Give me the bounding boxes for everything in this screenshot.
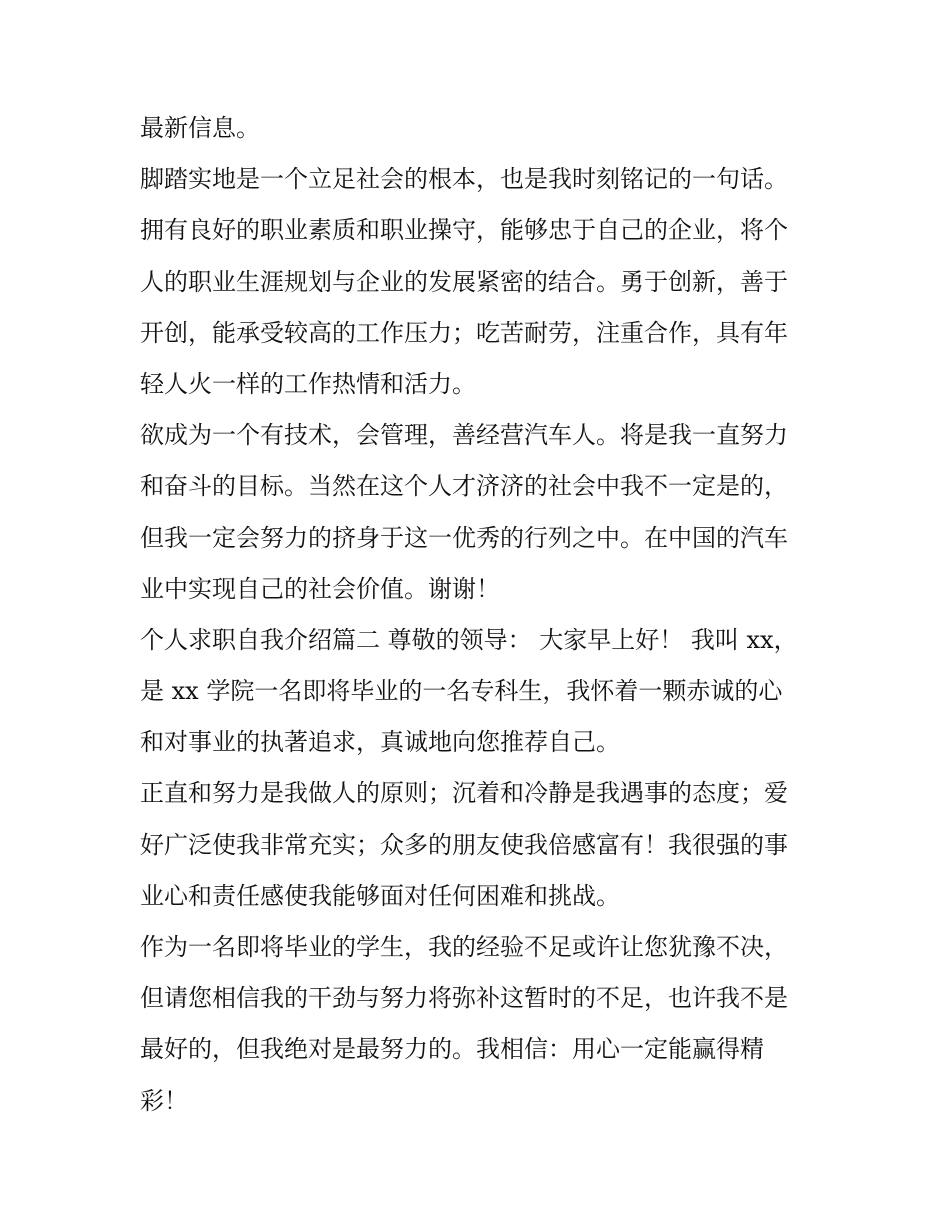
document-body bbox=[140, 103, 820, 1127]
text-line: 作为一名即将毕业的学生，我的经验不足或许让您犹豫不决， bbox=[140, 933, 788, 961]
text-line: 最好的，但我绝对是最努力的。我相信：用心一定能赢得精 bbox=[140, 1035, 764, 1064]
text-line: 业心和责任感使我能够面对任何困难和挑战。 bbox=[140, 881, 620, 910]
text-line: 脚踏实地是一个立足社会的根本，也是我时刻铭记的一句话。 bbox=[140, 165, 788, 194]
text-line: 是 xx 学院一名即将毕业的一名专科生，我怀着一颗赤诚的心 bbox=[140, 677, 783, 706]
text-line: 但请您相信我的干劲与努力将弥补这暂时的不足，也许我不是 bbox=[140, 984, 788, 1013]
text-line: 业中实现自己的社会价值。谢谢！ bbox=[140, 574, 500, 603]
text-line: 人的职业生涯规划与企业的发展紧密的结合。勇于创新，善于 bbox=[140, 267, 788, 296]
text-line: 开创，能承受较高的工作压力；吃苦耐劳，注重合作，具有年 bbox=[140, 318, 788, 347]
text-line: 欲成为一个有技术，会管理，善经营汽车人。将是我一直努力 bbox=[140, 421, 788, 450]
text-line: 和对事业的执著追求，真诚地向您推荐自己。 bbox=[140, 728, 620, 757]
text-line: 拥有良好的职业素质和职业操守，能够忠于自己的企业，将个 bbox=[140, 216, 788, 245]
text-line: 和奋斗的目标。当然在这个人才济济的社会中我不一定是的， bbox=[140, 472, 788, 501]
text-line: 但我一定会努力的挤身于这一优秀的行列之中。在中国的汽车 bbox=[140, 523, 788, 552]
text-line: 彩！ bbox=[140, 1086, 188, 1115]
text-line: 好广泛使我非常充实；众多的朋友使我倍感富有！我很强的事 bbox=[140, 830, 788, 859]
text-line: 个人求职自我介绍篇二 尊敬的领导： 大家早上好！ 我叫 xx， bbox=[140, 625, 798, 654]
text-line: 正直和努力是我做人的原则；沉着和冷静是我遇事的态度；爱 bbox=[140, 779, 788, 808]
text-line: 最新信息。 bbox=[140, 114, 260, 142]
text-line: 轻人火一样的工作热情和活力。 bbox=[140, 369, 476, 398]
